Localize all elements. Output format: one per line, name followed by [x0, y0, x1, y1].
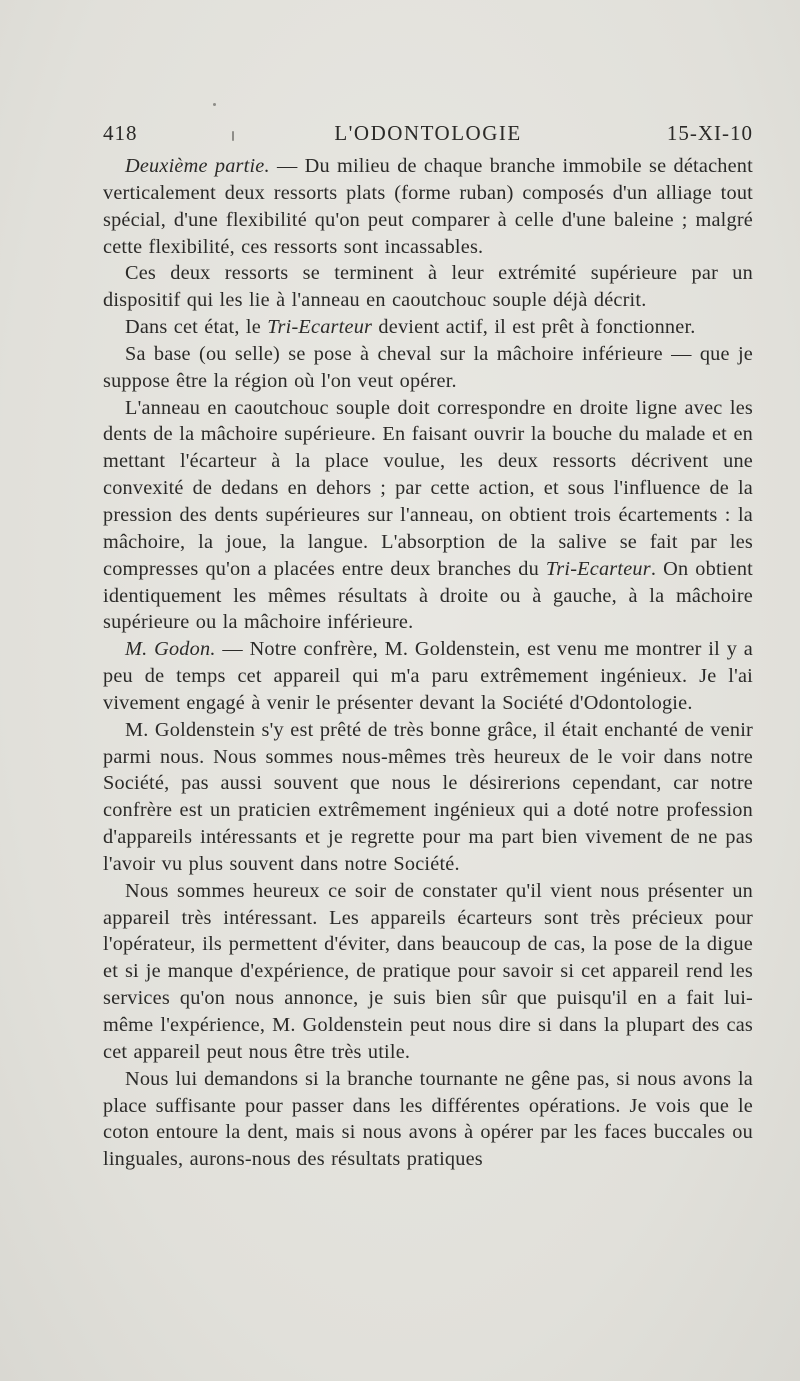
device-name: Tri-Ecarteur	[267, 316, 373, 339]
running-header	[103, 121, 753, 151]
page-number: 418	[103, 121, 138, 145]
device-name: Tri-Ecarteur	[545, 557, 651, 580]
paragraph: Nous sommes heureux ce soir de constater qu'il vient nous présenter un appareil très intéressant. Les appareils écarteurs sont très précieux pour l'opérateur, ils permettent d'éviter, dans beaucoup de cas, la pose de la digue et si je manque d'expérience, de pratique pour savoir si cet appareil rend les services qu'on nous annonce, je suis bien sûr que puisqu'il en a fait lui-même l'expérience, M. Goldenstein peut nous dire si dans la plupart des cas cet appareil peut nous être très utile.	[103, 879, 753, 1063]
paragraph: Dans cet état, le Tri-Ecarteur devient actif, il est prêt à fonctionner.	[125, 316, 696, 339]
paragraph: M. Goldenstein s'y est prêté de très bonne grâce, il était enchanté de venir parmi nous. Nous sommes nous-mêmes très heureux de le voir dans notre Société, pas aussi souvent que nous le désirerions cependant, car notre confrère est un praticien extrêmement ingénieux qui a doté notre profession d'appareils intéressants et je regrette pour ma part bien vivement de ne pas l'avoir vu plus souvent dans notre Société.	[103, 718, 753, 875]
paragraph: L'anneau en caoutchouc souple doit correspondre en droite ligne avec les dents de la mâchoire supérieure. En faisant ouvrir la bouche du malade et en mettant l'écarteur à la place voulue, les deux ressorts décrivent une convexité de dedans en dehors ; par cette action, et sous l'influence de la pression des dents supérieures sur l'anneau, on obtient trois écartements : la mâchoire, la joue, la langue. L'absorption de la salive se fait par les compresses qu'on a placées entre deux branches du Tri-Ecarteur. On obtient identiquement les mêmes résultats à droite ou à gauche, à la mâchoire supérieure ou la mâchoire inférieure.	[103, 396, 753, 634]
section-lead: Deuxième partie.	[125, 155, 270, 177]
paragraph: Deuxième partie. — Du milieu de chaque branche immobile se détachent verticalement deux ressorts plats (forme ruban) composés d'un alliage tout spécial, d'une flexibilité qu'on peut comparer à celle d'une baleine ; malgré cette flexibilité, ces ressorts sont incassables.	[103, 155, 753, 258]
speaker-name: M. Godon.	[125, 638, 216, 661]
body-text	[103, 153, 753, 1173]
paragraph: Nous lui demandons si la branche tournante ne gêne pas, si nous avons la place suffisante pour passer dans les différentes opérations. Je vois que le coton entoure la dent, mais si nous avons à opérer par les faces buccales ou linguales, aurons-nous des résultats pratiques	[103, 1067, 753, 1171]
journal-title: L'ODONTOLOGIE	[334, 121, 522, 145]
paper-speck	[213, 103, 216, 106]
paragraph: Ces deux ressorts se terminent à leur extrémité supérieure par un dispositif qui les lie à l'anneau en caoutchouc souple déjà décrit.	[103, 262, 753, 312]
paragraph: M. Godon. — Notre confrère, M. Goldenstein, est venu me montrer il y a peu de temps cet appareil qui m'a paru extrêmement ingénieux. Je l'ai vivement engagé à venir le présenter devant la Société d'Odontologie.	[103, 638, 753, 714]
paragraph: Sa base (ou selle) se pose à cheval sur la mâchoire inférieure — que je suppose être la région où l'on veut opérer.	[103, 342, 753, 392]
issue-date: 15-XI-10	[666, 121, 753, 145]
